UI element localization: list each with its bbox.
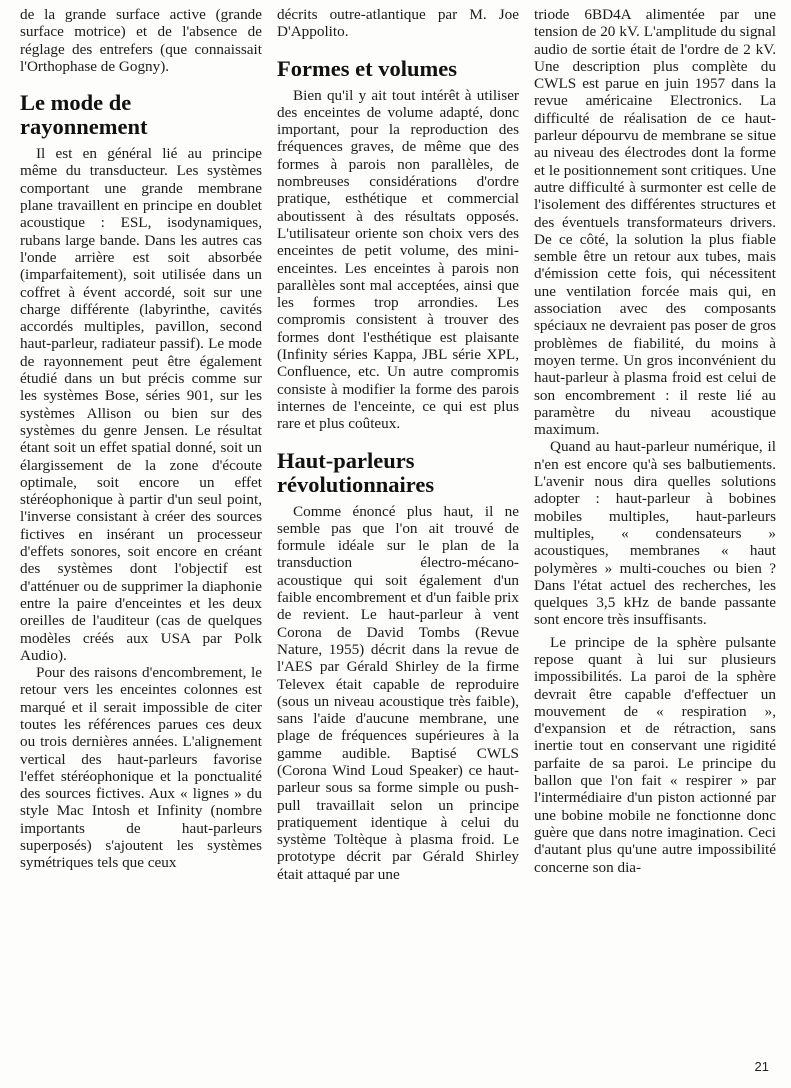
- paragraph: Il est en général lié au principe même du transducteur. Les systèmes comportant une grande membrane plane travaillent en principe en doublet acoustique : ESL, isodynamiques, rubans large bande. Dans les autres cas l'onde arrière est soit absorbée (imparfaitement), soit utilisée dans un coffret à évent accordé, soit sur une charge différente (labyrinthe, cavités accordés multiples, pavillon, second haut-parleur, radiateur passif). Le mode de rayonnement peut être également étudié dans un but précis comme sur les systèmes Bose, séries 901, sur les systèmes Allison ou bien sur des systèmes du genre Jensen. Le résultat étant soit un effet spatial donné, soit un élargissement de la zone d'écoute optimale, soit encore un effet stéréophonique à partir d'un seul point, l'inverse consistant à créer des sources fictives en insérant un processeur d'effets sonores, soit encore en créant des systèmes dont l'objectif est d'atténuer ou de supprimer la diaphonie entre la paire d'enceintes et les deux oreilles de l'auditeur (cas de quelques modèles créés aux USA par Polk Audio).: [20, 145, 262, 664]
- section-heading-mode-de-rayonnement: Le mode de rayonnement: [20, 90, 148, 140]
- paragraph: Bien qu'il y ait tout intérêt à utiliser des enceintes de volume adapté, donc important, pour la reproduction des fréquences graves, de même que des formes à parois non parallèles, de nombreuses considérations d'ordre pratique, esthétique et commercial aboutissent à des résultats opposés. L'utilisateur oriente son choix vers des enceintes de petit volume, des mini-enceintes. Les enceintes à parois non parallèles sont mal acceptées, ainsi que les formes trop arrondies. Les compromis consistent à trouver des formes dont l'esthétique est plaisante (Infinity séries Kappa, JBL série XPL, Confluence, etc. Un autre compromis consiste à modifier la forme des parois internes de l'enceinte, ce qui est plus rare et plus coûteux.: [277, 86, 519, 433]
- paragraph-continuation: de la grande surface active (grande surface motrice) et de l'absence de réglage des entrefers (que connaissait l'Orthophase de Gogny).: [20, 6, 262, 75]
- section-heading-formes-et-volumes: Formes et volumes: [277, 55, 457, 81]
- column-2: [277, 6, 519, 883]
- paragraph-continuation: triode 6BD4A alimentée par une tension de 20 kV. L'amplitude du signal audio de sortie était de l'ordre de 2 kV. Une description plus complète du CWLS est parue en juin 1957 dans la revue américaine Electronics. La difficulté de réalisation de ce haut-parleur dépourvu de membrane se situe au niveau des électrodes dont la forme et le positionnement sont critiques. Une autre difficulté à surmonter est celle de l'isolement des différentes structures et des éventuels transformateurs drivers. De ce côté, la solution la plus fiable semble être un retour aux tubes, mais d'émission cette fois, qui nécessitent une ventilation forcée mais qui, en association avec des composants spéciaux ne devraient pas poser de gros problèmes de fiabilité, du moins à moyen terme. Un gros inconvénient du haut-parleur à plasma froid est celui de son encombrement : il reste lié au paramètre du niveau acoustique maximum.: [534, 6, 776, 439]
- paragraph: Le principe de la sphère pulsante repose quant à lui sur plusieurs impossibilités. La paroi de la sphère devrait être capable d'effectuer un mouvement de « respiration », d'expansion et de rétraction, sans inertie tout en conservant une rigidité parfaite de sa paroi. Le principe du ballon que l'on fait « respirer » par l'intermédiaire d'un piston actionné par une bobine mobile ne fonctionne donc guère que dans notre imagination. Ceci d'autant plus qu'une autre impossibilité concerne son dia-: [534, 633, 776, 876]
- paragraph: Comme énoncé plus haut, il ne semble pas que l'on ait trouvé de formule idéale sur le plan de la transduction électro-mécano-acoustique qui soit également d'un faible encombrement et d'un faible prix de revient. Le haut-parleur à vent Corona de David Tombs (Revue Nature, 1955) décrit dans la revue de l'AES par Gérald Shirley de la firme Televex était capable de reproduire (sous un niveau acoustique très faible), sans l'aide d'aucune membrane, une plage de fréquences supérieures à la gamme audible. Baptisé CWLS (Corona Wind Loud Speaker) ce haut-parleur sous sa forme simple ou push-pull travaillait selon un principe pratiquement identique à celui du système Toltèque à plasma froid. Le prototype décrit par Gérald Shirley était attaqué par une: [277, 502, 519, 883]
- paragraph-continuation: décrits outre-atlantique par M. Joe D'Appolito.: [277, 6, 519, 41]
- page-number: 21: [754, 1059, 769, 1074]
- paragraph: Quand au haut-parleur numérique, il n'en est encore qu'à ses balbutiements. L'avenir nous dira quelles solutions adopter : haut-parleur à bobines mobiles multiples, haut-parleurs multiples, « condensateurs » acoustiques, membranes « haut polymères » multi-couches ou bien ? Dans l'état actuel des recherches, les quelques 3,5 kHz de bande passante sont encore très insuffisants.: [534, 438, 776, 629]
- paragraph: Pour des raisons d'encombrement, le retour vers les enceintes colonnes est marqué et il serait impossible de citer toutes les références parues ces deux ou trois dernières années. L'alignement vertical des haut-parleurs favorise l'effet stéréophonique et la ponctualité des sources fictives. Aux « lignes » du style Mac Intosh et Infinity (nombre importants de haut-parleurs superposés) s'ajoutent les systèmes symétriques tels que ceux: [20, 664, 262, 872]
- column-1: [20, 6, 262, 872]
- column-3: [534, 6, 776, 876]
- section-heading-haut-parleurs-revolutionnaires: Haut-parleurs révolutionnaires: [277, 447, 435, 497]
